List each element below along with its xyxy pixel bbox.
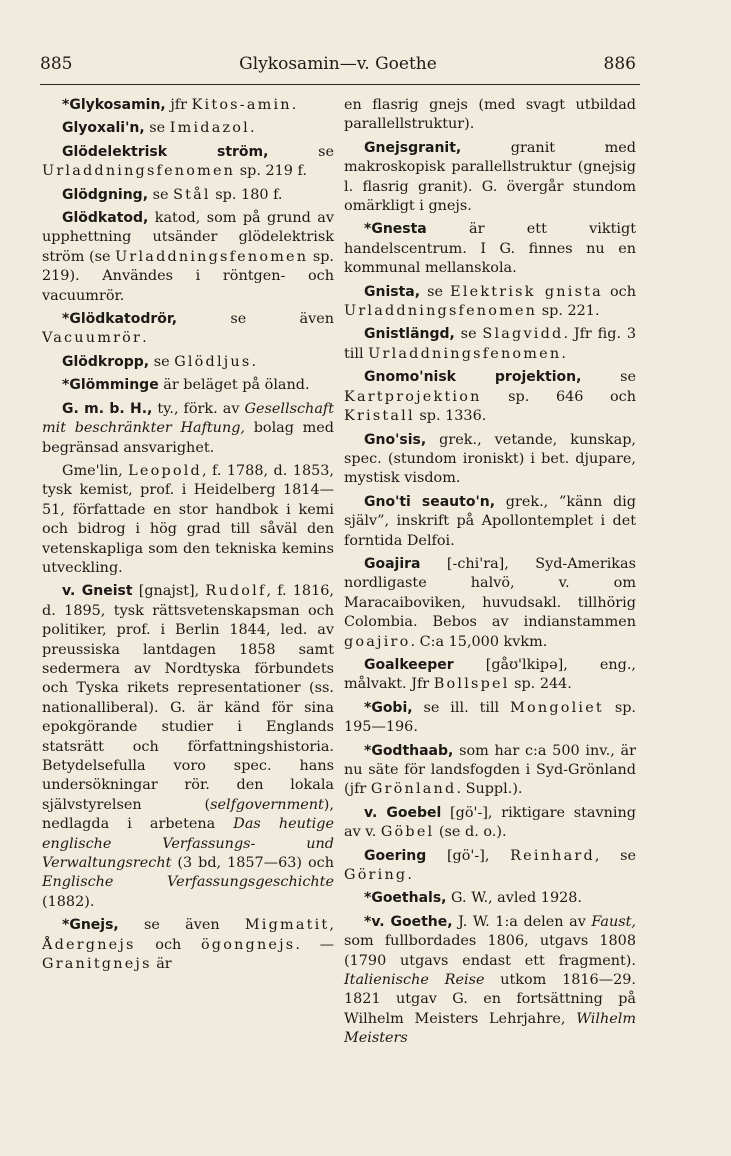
entry-text: utkom 1816—29. 1821 utgav G. en fortsättning på Wilhelm Meisters Lehrjahre, — [344, 972, 636, 1027]
entry-text: sp. 646 och — [481, 388, 636, 405]
entry-text: , f. 1788, d. 1853, tysk kemist, prof. i Heidelberg 1814—51, författade en stor handbok i kemi och bidrog i hög grad till såväl den vetenskapliga som den tekniska kemins utveckling. — [42, 462, 334, 576]
dictionary-entry — [42, 582, 334, 912]
spaced-reference: Imidazol — [169, 120, 250, 137]
headword: G. m. b. H., — [62, 400, 153, 417]
entry-text: sp. 219 f. — [235, 163, 307, 180]
entry-text: [-chi'ra], Syd-Amerikas nordligaste halvö, v. om Maracaiboviken, huvudsakl. tillhörig Colombia. Bebos av indianstammen — [344, 555, 636, 631]
entry-text: se — [148, 186, 174, 203]
headword: v. Gneist — [62, 583, 133, 600]
headword: Glödelektrisk ström, — [62, 143, 269, 160]
italic-text: selfgovernment — [210, 796, 324, 813]
spaced-reference: Elektrisk gnista — [450, 283, 603, 300]
spaced-reference: Mongoliet — [510, 699, 604, 716]
headword: *Goethals, — [364, 890, 447, 907]
dictionary-entry — [344, 656, 636, 695]
entry-text: jfr — [165, 97, 192, 113]
headword: *Gnesta — [364, 221, 427, 238]
entry-text: se — [149, 353, 175, 370]
dictionary-entry — [344, 555, 636, 652]
entry-text: grek., vetande, kunskap, spec. (stundom ironiskt) i bet. djupare, mystisk visdom. — [344, 431, 636, 487]
entry-text: . C:a 15,000 kvkm. — [410, 633, 548, 650]
spaced-reference: Glödljus — [174, 353, 252, 370]
headword: Glödgning, — [62, 186, 149, 203]
spaced-reference: Granitgnejs — [42, 956, 152, 973]
italic-text: Italienische Reise — [344, 972, 485, 989]
spaced-reference: Göring — [344, 867, 408, 884]
entry-text: sp. 219). Användes i röntgen- och vacuumrör. — [42, 248, 335, 304]
entry-text: sp. 221. — [537, 303, 600, 320]
dictionary-entry — [42, 400, 334, 458]
entry-text: sp. 1336. — [414, 408, 487, 425]
spaced-reference: Kristall — [344, 408, 415, 425]
entry-text: se — [420, 283, 451, 300]
entry-text: är — [151, 956, 172, 973]
entry-text: granit med makroskopisk parallellstruktur (gnejsig l. flasrig granit). G. övergår stundom omärkligt i gnejs. — [344, 139, 636, 215]
entry-text: se även — [177, 311, 334, 328]
entry-text: bolag med begränsad ansvarighet. — [42, 420, 335, 456]
entry-text: som fullbordades 1806, utgavs 1808 (1790 utgavs endast ett fragment). — [344, 933, 636, 969]
headword: *Glömminge — [62, 377, 159, 394]
left-column — [42, 96, 334, 978]
spaced-reference: Grönland — [370, 781, 457, 798]
entry-text: . — [291, 97, 297, 113]
entry-text: är beläget på öland. — [158, 377, 310, 394]
entry-text: , se — [594, 847, 636, 864]
headword: *Godthaab, — [364, 742, 454, 759]
entry-text: (1882). — [42, 893, 95, 910]
entry-text: (3 bd, 1857—63) och — [171, 855, 334, 872]
dictionary-entry — [344, 493, 636, 551]
entry-text: , f. 1816, d. 1895, tysk rättsvetenskapsman och politiker, prof. i Berlin 1844, led. av preussiska lantdagen 1858 samt sedermera av Nordtyska förbundets och Tyska rikets representationer (ss. nationalliberal). G. är känd för sina epokgörande studier i Englands statsrätt och författningshistoria. Betydelsefulla voro spec. hans undersökningar rör. den lokala självstyrelsen ( — [42, 583, 334, 813]
spaced-reference: ögongnejs — [200, 936, 296, 953]
dictionary-entry — [42, 353, 334, 372]
entry-text: som har c:a 500 inv., är nu säte för landsfogden i Syd-Grönland (jfr — [344, 742, 636, 798]
italic-text: Faust, — [591, 913, 636, 930]
entry-text: och — [602, 283, 636, 300]
headword: *Gobi, — [364, 699, 413, 716]
dictionary-entry — [344, 220, 636, 278]
dictionary-entry — [42, 462, 334, 578]
spaced-reference: Urladdningsfenomen — [368, 345, 562, 362]
entry-text: . — [561, 345, 566, 362]
headword: Gnejsgranit, — [364, 139, 462, 156]
entry-text: Gme'lin, — [62, 462, 129, 479]
dictionary-entry — [344, 847, 636, 886]
dictionary-entry — [344, 699, 636, 738]
spaced-reference: Ådergnejs — [42, 936, 136, 953]
spaced-reference: Urladdningsfenomen — [42, 163, 236, 180]
entry-text: ty., förk. av — [152, 400, 245, 417]
entry-text: [gåʊ'lkipə], eng., målvakt. Jfr — [344, 656, 636, 693]
right-page-number: 886 — [603, 54, 636, 74]
left-page-number: 885 — [40, 54, 73, 74]
spaced-reference: Slagvidd — [482, 326, 564, 343]
dictionary-entry — [344, 913, 636, 1049]
dictionary-entry — [344, 804, 636, 843]
page-header — [40, 54, 636, 82]
dictionary-entry — [344, 283, 636, 322]
entry-text: se — [454, 326, 483, 343]
spaced-reference: Leopold — [128, 462, 202, 479]
dictionary-entry — [344, 325, 636, 364]
headword: *v. Goethe, — [364, 913, 453, 930]
headword: Gno'ti seauto'n, — [364, 493, 496, 510]
entry-text: grek., ”känn dig själv”, inskrift på Apollontemplet i det forntida Delfoi. — [344, 493, 636, 549]
headword: v. Goebel — [364, 804, 442, 821]
spaced-reference: goajiro — [344, 633, 411, 650]
right-column — [344, 96, 636, 1053]
entry-text: se — [144, 120, 170, 137]
spaced-reference: Urladdningsfenomen — [344, 303, 538, 320]
dictionary-entry — [344, 96, 636, 135]
dictionary-entry — [344, 368, 636, 426]
italic-text: Wilhelm Meisters — [344, 1010, 636, 1047]
spaced-reference: Göbel — [380, 824, 435, 841]
italic-text: Englische Verfassungsgeschichte — [42, 874, 334, 891]
dictionary-entry — [344, 431, 636, 489]
headword: Goalkeeper — [364, 656, 454, 673]
spaced-reference: Kitos-amin — [191, 97, 292, 113]
entry-text: en flasrig gnejs (med svagt utbildad parallellstruktur). — [344, 97, 636, 133]
entry-text: se ill. till — [412, 699, 511, 716]
headword: Goajira — [364, 555, 421, 572]
headword: Glödkatod, — [62, 210, 149, 227]
dictionary-entry — [42, 376, 334, 395]
entry-text: . — — [295, 936, 334, 953]
dictionary-entry — [42, 96, 334, 115]
spaced-reference: Migmatit — [244, 917, 330, 934]
headword: *Glykosamin, — [62, 97, 166, 113]
header-rule — [40, 84, 640, 85]
spaced-reference: Rudolf — [205, 583, 267, 600]
entry-text: sp. 195—196. — [344, 699, 636, 736]
headword: Gnista, — [364, 283, 421, 300]
dictionary-entry — [42, 186, 334, 205]
spaced-reference: Reinhard — [510, 847, 595, 864]
entry-text: se även — [118, 917, 245, 934]
entry-text: sp. 180 f. — [210, 186, 283, 203]
dictionary-entry — [42, 916, 334, 974]
dictionary-entry — [42, 310, 334, 349]
entry-text: se — [581, 369, 636, 386]
headword: Gnomo'nisk projektion, — [364, 369, 582, 386]
entry-text: (se d. o.). — [434, 824, 507, 841]
dictionary-entry — [344, 889, 636, 908]
italic-text: Gesellschaft mit beschränkter Haftung, — [42, 400, 335, 437]
entry-text: och — [135, 936, 201, 953]
spaced-reference: Bollspel — [433, 676, 510, 693]
entry-text: . — [251, 353, 257, 370]
headword: Goering — [364, 847, 427, 864]
entry-text: , — [329, 917, 334, 934]
entry-text: [gnajst], — [132, 583, 206, 600]
entry-text: se — [268, 143, 334, 160]
headword: Glyoxali'n, — [62, 120, 145, 137]
dictionary-entry — [344, 742, 636, 800]
spaced-reference: Stål — [173, 186, 211, 203]
entry-text: . Suppl.). — [456, 781, 523, 798]
entry-text: sp. 244. — [509, 676, 572, 693]
headword: Gno'sis, — [364, 431, 427, 448]
entry-text: . — [407, 867, 412, 884]
headword: *Glödkatodrör, — [62, 311, 178, 328]
entry-text: är ett viktigt handelscentrum. I G. finnes nu en kommunal mellanskola. — [344, 221, 636, 277]
italic-text: Das heutige englische Verfassungs- und Verwaltungsrecht — [42, 816, 335, 872]
headword: *Gnejs, — [62, 917, 119, 934]
dictionary-entry — [42, 119, 334, 138]
entry-text: J. W. 1:a delen av — [452, 913, 592, 930]
entry-text: . Jfr fig. 3 till — [344, 326, 636, 362]
entry-text: G. W., avled 1928. — [446, 890, 582, 907]
headword: Gnistlängd, — [364, 326, 455, 343]
spaced-reference: Kartprojektion — [344, 388, 482, 405]
headword: Glödkropp, — [62, 353, 150, 370]
dictionary-entry — [42, 209, 334, 306]
running-title: Glykosamin—v. Goethe — [239, 54, 437, 74]
dictionary-entry — [344, 139, 636, 217]
entry-text: [gö'-], riktigare stavning av v. — [344, 804, 636, 841]
entry-text: . — [142, 330, 147, 347]
entry-text: [gö'-], — [426, 847, 511, 864]
entry-text: . — [249, 120, 255, 137]
entry-text: ), nedlagda i arbetena — [42, 796, 334, 833]
spaced-reference: Vacuumrör — [42, 330, 143, 347]
dictionary-entry — [42, 143, 334, 182]
entry-text: katod, som på grund av upphettning utsänder glödelektrisk ström (se — [42, 210, 334, 265]
spaced-reference: Urladdningsfenomen — [115, 248, 309, 265]
